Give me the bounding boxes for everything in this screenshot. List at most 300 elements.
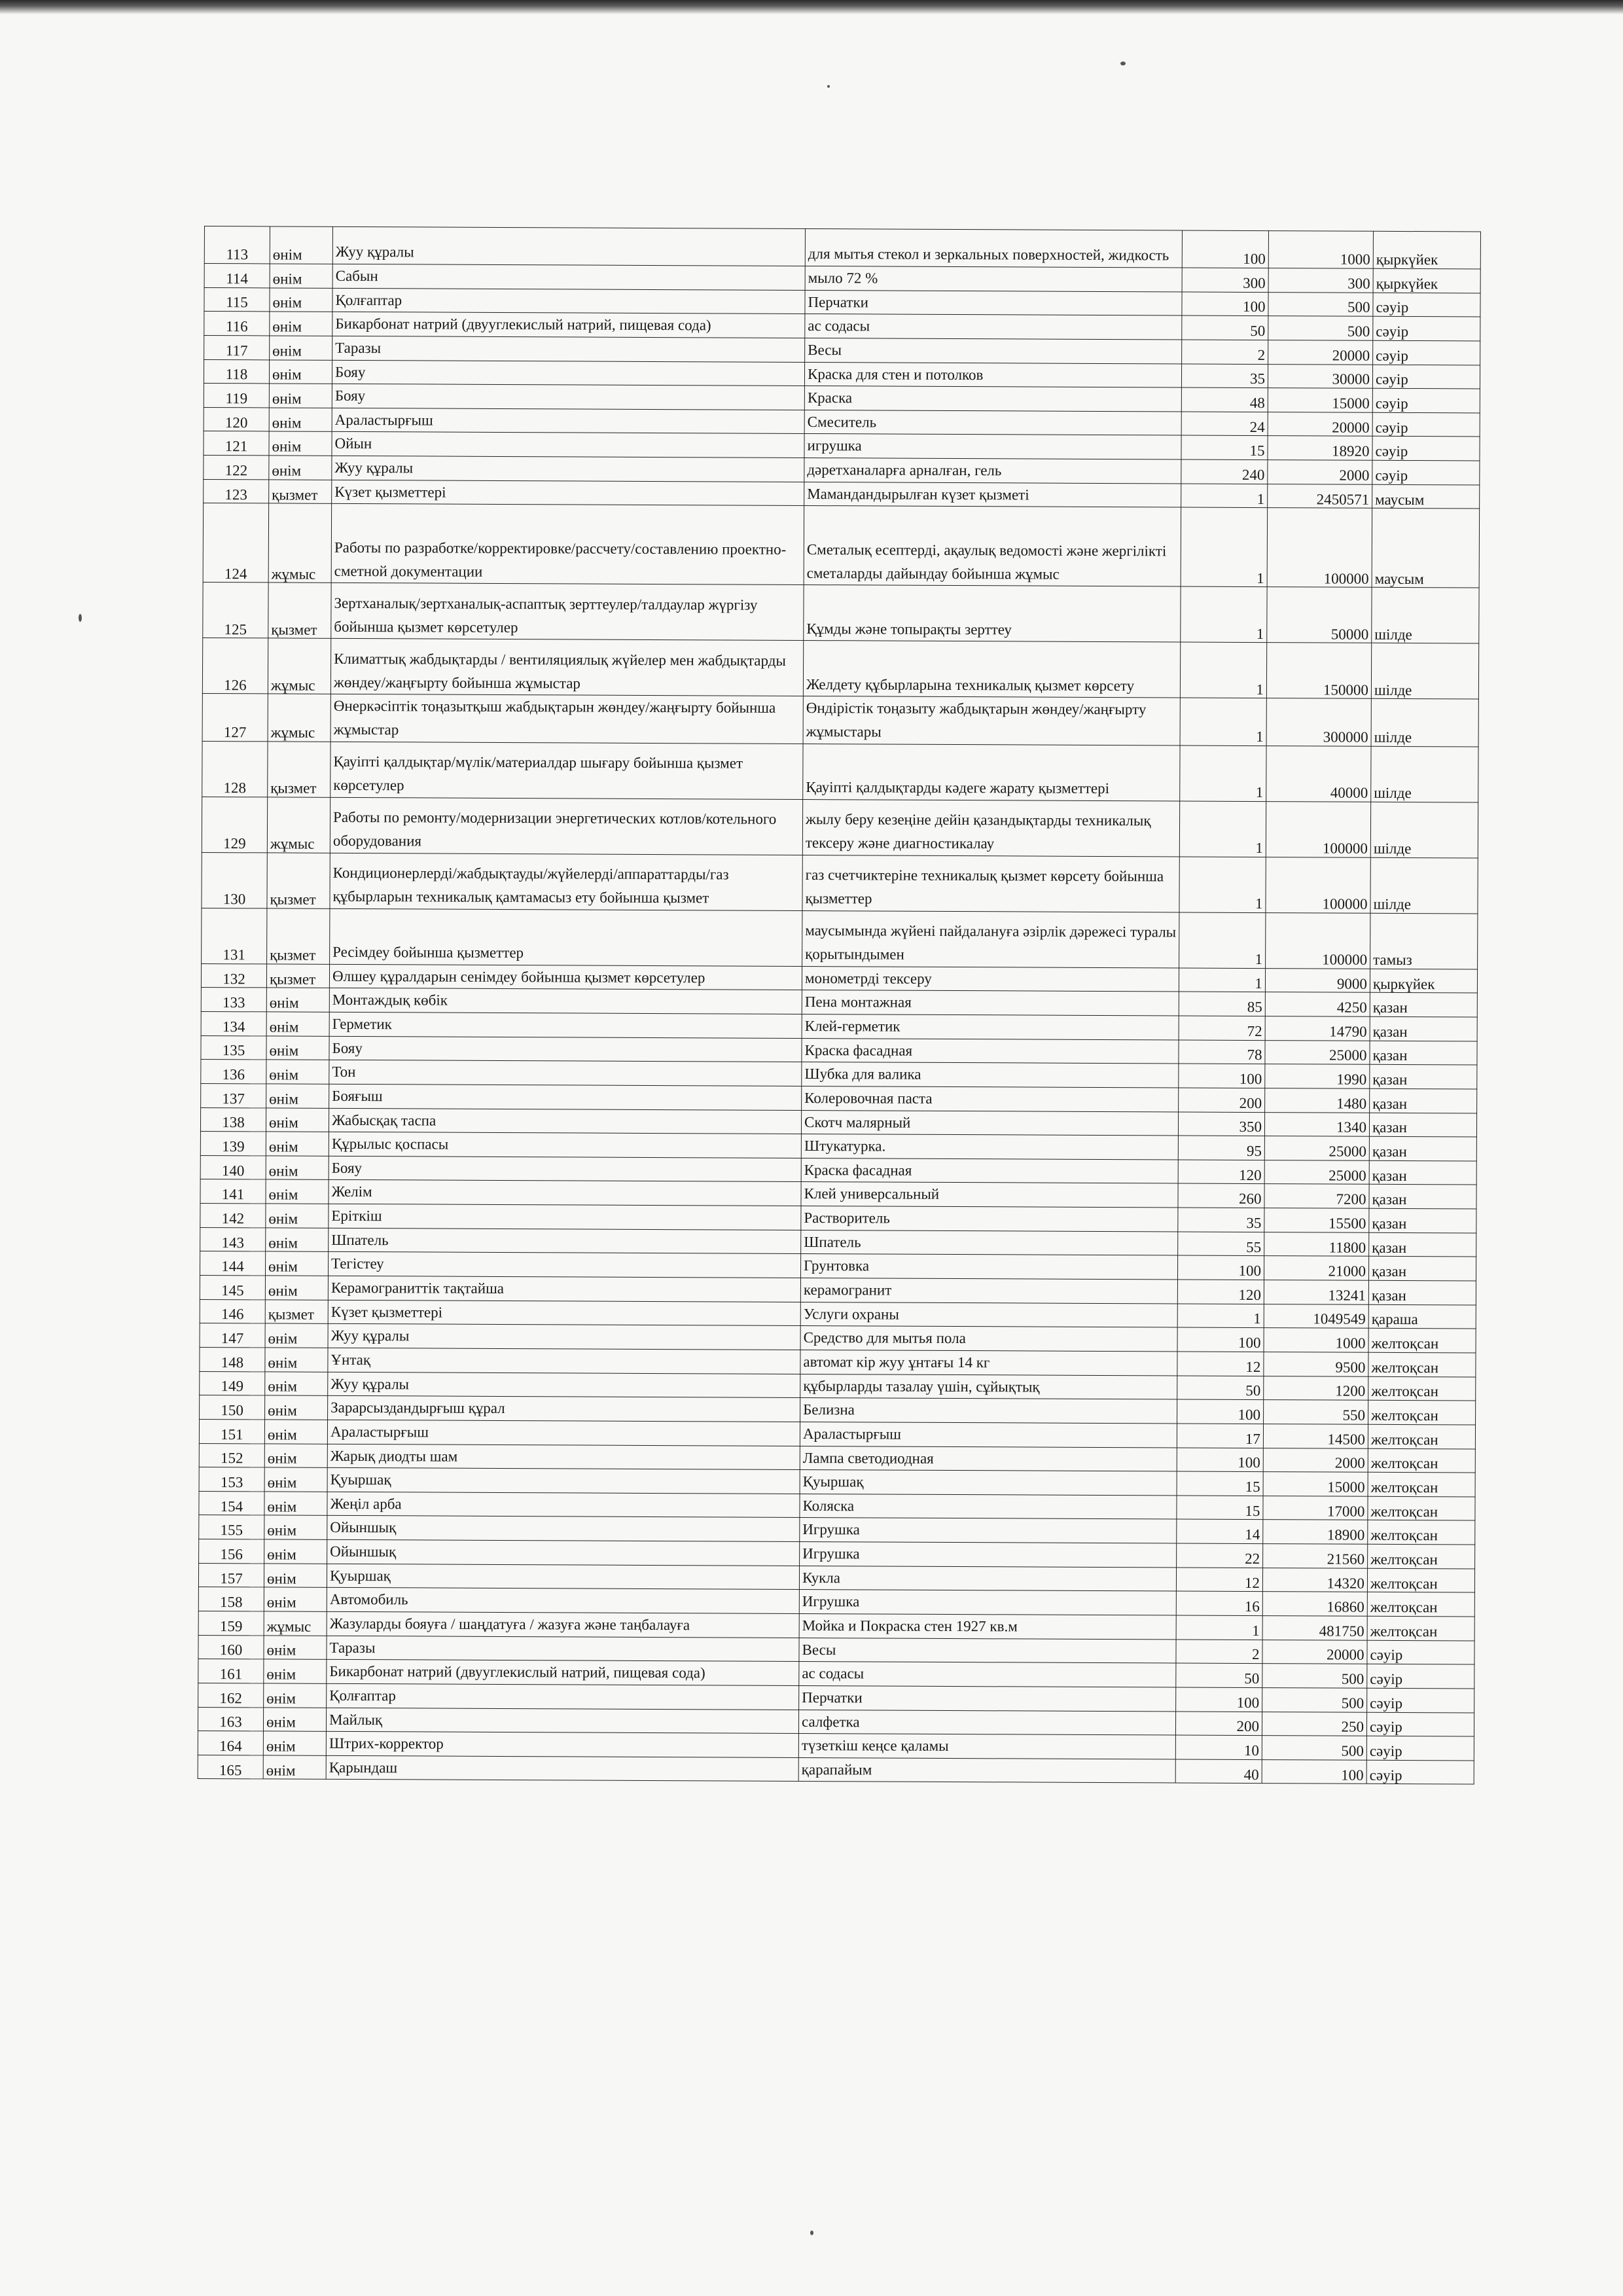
delivery-month-cell: маусым — [1372, 509, 1480, 588]
quantity-cell: 200 — [1179, 1088, 1265, 1112]
purchase-type-cell: өнім — [263, 1707, 326, 1731]
table-row — [202, 852, 1478, 914]
table-row — [202, 908, 1478, 969]
item-name-cell: Ұнтақ — [328, 1348, 800, 1374]
item-description-cell: Растворитель — [801, 1206, 1178, 1232]
delivery-month-cell: желтоқсан — [1367, 1616, 1474, 1640]
procurement-table-body — [198, 226, 1480, 1785]
item-description-cell: газ счетчиктеріне техникалық қызмет көрсету бойынша қызметтер — [802, 855, 1179, 912]
price-cell: 300000 — [1266, 698, 1371, 746]
row-number-cell: 145 — [200, 1276, 265, 1300]
delivery-month-cell: шілде — [1372, 588, 1479, 644]
item-name-cell: Ойын — [332, 432, 804, 458]
delivery-month-cell: желтоқсан — [1368, 1520, 1475, 1545]
price-cell: 150000 — [1266, 643, 1371, 699]
price-cell: 20000 — [1268, 340, 1373, 365]
delivery-month-cell: сәуір — [1373, 317, 1480, 341]
row-number-cell: 160 — [198, 1635, 264, 1659]
price-cell: 11800 — [1264, 1232, 1369, 1256]
delivery-month-cell: шілде — [1371, 746, 1478, 802]
delivery-month-cell: қазан — [1369, 1232, 1476, 1257]
price-cell: 21000 — [1264, 1256, 1368, 1280]
quantity-cell: 1 — [1180, 642, 1266, 698]
purchase-type-cell: өнім — [264, 1659, 327, 1683]
delivery-month-cell: қазан — [1369, 1113, 1476, 1137]
item-description-cell: маусымында жүйені пайдалануға әзірлік дәрежесі туралы қорытындымен — [802, 910, 1179, 968]
item-name-cell: Бояу — [332, 360, 804, 386]
item-description-cell: Весы — [805, 338, 1182, 363]
item-name-cell: Бояу — [329, 1156, 801, 1182]
item-description-cell: Құмды және топырақты зерттеу — [804, 585, 1181, 643]
delivery-month-cell: сәуір — [1372, 365, 1480, 389]
row-number-cell: 132 — [201, 963, 266, 988]
item-description-cell: Игрушка — [800, 1518, 1177, 1543]
quantity-cell: 100 — [1177, 1327, 1264, 1352]
row-number-cell: 116 — [204, 312, 270, 336]
item-description-cell: Лампа светодиодная — [800, 1446, 1177, 1471]
item-name-cell: Күзет қызметтері — [328, 1300, 800, 1326]
row-number-cell: 136 — [201, 1060, 266, 1084]
item-description-cell: Перчатки — [805, 290, 1182, 315]
item-name-cell: Жазуларды бояуға / шаңдатуға / жазуға және таңбалауға — [327, 1611, 799, 1638]
table-row — [202, 741, 1478, 802]
price-cell: 100 — [1262, 1759, 1366, 1784]
item-name-cell: Қарындаш — [326, 1755, 798, 1782]
price-cell: 500 — [1262, 1687, 1367, 1712]
purchase-type-cell: өнім — [263, 1755, 326, 1780]
purchase-type-cell: өнім — [270, 264, 332, 288]
item-name-cell: Ойыншық — [327, 1539, 800, 1566]
item-description-cell: Грунтовка — [800, 1254, 1177, 1280]
purchase-type-cell: қызмет — [266, 964, 329, 988]
row-number-cell: 137 — [201, 1083, 266, 1107]
delivery-month-cell: сәуір — [1366, 1760, 1474, 1784]
purchase-type-cell: өнім — [264, 1420, 327, 1444]
row-number-cell: 120 — [204, 407, 269, 431]
item-name-cell: Жарық диодты шам — [327, 1444, 800, 1470]
quantity-cell: 100 — [1177, 1255, 1264, 1280]
quantity-cell: 17 — [1177, 1424, 1263, 1448]
price-cell: 17000 — [1263, 1496, 1368, 1520]
delivery-month-cell: қазан — [1370, 1065, 1477, 1089]
item-name-cell: Қуыршақ — [327, 1564, 799, 1590]
item-description-cell: Весы — [799, 1638, 1176, 1663]
item-name-cell: Бикарбонат натрий (двууглекислый натрий, пищевая сода) — [327, 1660, 799, 1686]
quantity-cell: 300 — [1182, 268, 1268, 292]
quantity-cell: 78 — [1179, 1040, 1265, 1064]
row-number-cell: 127 — [202, 694, 268, 742]
purchase-type-cell: өнім — [264, 1467, 327, 1492]
quantity-cell: 1 — [1179, 912, 1266, 969]
delivery-month-cell: қазан — [1368, 1257, 1476, 1281]
price-cell: 100000 — [1266, 912, 1370, 969]
delivery-month-cell: желтоқсан — [1368, 1352, 1476, 1376]
quantity-cell: 100 — [1182, 292, 1268, 316]
row-number-cell: 150 — [200, 1395, 265, 1420]
quantity-cell: 95 — [1178, 1136, 1264, 1160]
item-name-cell: Кондиционерлерді/жабдықтауды/жүйелерді/аппараттарды/газ құбырларын техникалық қамтамасыз ету бойынша қызмет — [330, 853, 802, 910]
purchase-type-cell: өнім — [266, 1012, 329, 1036]
item-name-cell: Автомобиль — [327, 1588, 799, 1614]
price-cell: 14500 — [1263, 1424, 1368, 1448]
item-description-cell: Өндірістік тоңазыту жабдықтарын жөндеу/жаңғырту жұмыстары — [803, 696, 1180, 745]
price-cell: 30000 — [1268, 364, 1372, 388]
delivery-month-cell: желтоқсан — [1368, 1472, 1475, 1496]
row-number-cell: 117 — [204, 335, 270, 359]
item-description-cell: ас содасы — [799, 1662, 1176, 1687]
item-name-cell: Таразы — [327, 1636, 799, 1662]
row-number-cell: 129 — [202, 797, 267, 852]
quantity-cell: 100 — [1177, 1448, 1263, 1472]
quantity-cell: 200 — [1175, 1712, 1262, 1736]
row-number-cell: 135 — [201, 1035, 266, 1060]
purchase-type-cell: өнім — [266, 1156, 329, 1180]
item-name-cell: Араластырғыш — [327, 1420, 800, 1446]
delivery-month-cell: қыркүйек — [1370, 969, 1477, 993]
item-description-cell: Шпатель — [801, 1230, 1178, 1255]
row-number-cell: 164 — [198, 1731, 263, 1755]
price-cell: 481750 — [1262, 1616, 1367, 1640]
quantity-cell: 2 — [1182, 340, 1268, 364]
quantity-cell: 22 — [1177, 1543, 1263, 1568]
table-row — [202, 694, 1478, 747]
row-number-cell: 163 — [198, 1707, 263, 1731]
delivery-month-cell: қазан — [1368, 1280, 1476, 1304]
row-number-cell: 131 — [202, 908, 267, 963]
price-cell: 1340 — [1264, 1112, 1369, 1136]
table-row — [202, 797, 1478, 858]
purchase-type-cell: өнім — [266, 1228, 329, 1252]
row-number-cell: 124 — [203, 503, 269, 583]
row-number-cell: 151 — [199, 1419, 264, 1443]
row-number-cell: 144 — [200, 1251, 266, 1276]
quantity-cell: 15 — [1181, 436, 1268, 460]
item-name-cell: Климаттық жабдықтарды / вентиляциялық жүйелер мен жабдықтарды жөндеу/жаңғырту бойынша жұмыстар — [330, 639, 803, 696]
purchase-type-cell: өнім — [269, 384, 332, 408]
quantity-cell: 100 — [1179, 1064, 1265, 1088]
row-number-cell: 138 — [200, 1107, 266, 1132]
quantity-cell: 15 — [1177, 1496, 1263, 1520]
purchase-type-cell: өнім — [264, 1683, 327, 1708]
price-cell: 13241 — [1264, 1280, 1368, 1304]
quantity-cell: 12 — [1176, 1568, 1262, 1592]
quantity-cell: 1 — [1181, 586, 1267, 643]
item-name-cell: Таразы — [332, 336, 805, 362]
purchase-type-cell: өнім — [265, 1348, 328, 1372]
procurement-table — [198, 226, 1481, 1785]
delivery-month-cell: сәуір — [1372, 437, 1480, 461]
item-description-cell: ас содасы — [805, 314, 1182, 340]
row-number-cell: 113 — [204, 226, 270, 264]
price-cell: 25000 — [1264, 1160, 1369, 1184]
price-cell: 300 — [1268, 268, 1373, 293]
price-cell: 100000 — [1267, 508, 1372, 588]
table-row — [202, 638, 1478, 700]
item-name-cell: Желім — [329, 1180, 801, 1206]
purchase-type-cell: қызмет — [267, 908, 330, 964]
purchase-type-cell: өнім — [264, 1492, 327, 1516]
item-description-cell: Клей универсальный — [801, 1182, 1178, 1208]
purchase-type-cell: өнім — [270, 336, 332, 360]
price-cell: 20000 — [1268, 412, 1372, 436]
purchase-type-cell: қызмет — [265, 1300, 328, 1324]
quantity-cell: 10 — [1175, 1735, 1262, 1759]
quantity-cell: 260 — [1178, 1183, 1264, 1208]
purchase-type-cell: өнім — [266, 988, 329, 1012]
delivery-month-cell: қазан — [1369, 1208, 1476, 1232]
item-description-cell: Смеситель — [804, 410, 1181, 435]
item-name-cell: Герметик — [329, 1012, 802, 1038]
item-name-cell: Қауіпті қалдықтар/мүлік/материалдар шығару бойынша қызмет көрсетулер — [330, 742, 803, 799]
item-name-cell: Жеңіл арба — [327, 1492, 800, 1518]
quantity-cell: 2 — [1176, 1640, 1262, 1664]
item-description-cell: мыло 72 % — [805, 266, 1182, 292]
item-name-cell: Бояу — [332, 384, 804, 410]
row-number-cell: 142 — [200, 1204, 266, 1228]
row-number-cell: 128 — [202, 741, 268, 797]
row-number-cell: 158 — [198, 1587, 264, 1611]
delivery-month-cell: қыркүйек — [1373, 268, 1480, 293]
item-description-cell: Колеровочная паста — [802, 1086, 1179, 1111]
price-cell: 9000 — [1265, 968, 1370, 992]
row-number-cell: 147 — [200, 1323, 265, 1348]
purchase-type-cell: жұмыс — [267, 797, 330, 853]
purchase-type-cell: өнім — [266, 1179, 329, 1204]
row-number-cell: 154 — [199, 1491, 264, 1515]
row-number-cell: 148 — [200, 1347, 265, 1371]
table-row — [198, 1755, 1474, 1784]
delivery-month-cell: сәуір — [1366, 1712, 1474, 1736]
delivery-month-cell: желтоқсан — [1368, 1376, 1476, 1401]
row-number-cell: 161 — [198, 1659, 264, 1683]
row-number-cell: 141 — [200, 1179, 266, 1204]
price-cell: 15500 — [1264, 1208, 1369, 1232]
delivery-month-cell: сәуір — [1366, 1736, 1474, 1760]
quantity-cell: 50 — [1176, 1663, 1262, 1687]
price-cell: 500 — [1262, 1664, 1367, 1688]
scan-speck — [827, 85, 830, 88]
delivery-month-cell: шілде — [1370, 802, 1478, 858]
delivery-month-cell: сәуір — [1372, 388, 1480, 412]
table-row — [203, 583, 1479, 644]
price-cell: 2450571 — [1268, 484, 1372, 508]
row-number-cell: 165 — [198, 1755, 263, 1779]
row-number-cell: 119 — [204, 384, 269, 408]
purchase-type-cell: өнім — [266, 1107, 329, 1132]
item-name-cell: Жабысқақ таспа — [329, 1108, 801, 1134]
item-name-cell: Қуыршақ — [327, 1467, 800, 1494]
price-cell: 4250 — [1265, 992, 1370, 1016]
item-name-cell: Сабын — [332, 264, 805, 290]
item-description-cell: Перчатки — [799, 1685, 1176, 1711]
purchase-type-cell: жұмыс — [268, 694, 330, 742]
delivery-month-cell: қараша — [1368, 1304, 1476, 1329]
item-name-cell: Зертханалық/зертханалық-аспаптық зерттеулер/талдаулар жүргізу бойынша қызмет көрсетулер — [331, 583, 804, 641]
purchase-type-cell: өнім — [269, 431, 332, 456]
price-cell: 1990 — [1265, 1064, 1370, 1088]
delivery-month-cell: желтоқсан — [1368, 1544, 1475, 1568]
quantity-cell: 240 — [1181, 459, 1268, 484]
quantity-cell: 120 — [1178, 1160, 1264, 1184]
price-cell: 40000 — [1266, 745, 1371, 802]
row-number-cell: 155 — [199, 1515, 264, 1539]
quantity-cell: 350 — [1178, 1112, 1264, 1136]
price-cell: 500 — [1268, 292, 1373, 316]
item-description-cell: жылу беру кезеңіне дейін қазандықтарды техникалық тексеру және диагностикалау — [802, 799, 1179, 857]
delivery-month-cell: сәуір — [1372, 460, 1480, 484]
delivery-month-cell: желтоқсан — [1368, 1329, 1476, 1353]
row-number-cell: 118 — [204, 359, 269, 384]
item-name-cell: Работы по ремонту/модернизации энергетических котлов/котельного оборудования — [330, 797, 802, 855]
item-name-cell: Араластырғыш — [332, 408, 804, 434]
quantity-cell: 14 — [1177, 1519, 1263, 1543]
quantity-cell: 48 — [1181, 387, 1268, 412]
purchase-type-cell: өнім — [265, 1372, 328, 1396]
quantity-cell: 1 — [1179, 857, 1266, 913]
procurement-plan-page — [198, 226, 1480, 1785]
item-name-cell: Жуу құралы — [328, 1324, 800, 1350]
row-number-cell: 134 — [201, 1011, 266, 1035]
delivery-month-cell: қазан — [1370, 1088, 1477, 1113]
item-description-cell: Сметалық есептерді, ақаулық ведомості және жергілікті сметаларды дайындау бойынша жұмыс — [804, 506, 1181, 587]
row-number-cell: 125 — [203, 583, 268, 638]
table-row — [204, 226, 1480, 270]
delivery-month-cell: шілде — [1371, 643, 1478, 700]
item-description-cell: Краска для стен и потолков — [804, 362, 1181, 387]
purchase-type-cell: қызмет — [267, 853, 330, 908]
purchase-type-cell: жұмыс — [268, 638, 330, 694]
row-number-cell: 133 — [201, 988, 266, 1012]
item-description-cell: Клей-герметик — [802, 1014, 1179, 1039]
item-name-cell: Өлшеу құралдарын сенімдеу бойынша қызмет көрсетулер — [329, 964, 802, 990]
item-description-cell: Араластырғыш — [800, 1422, 1177, 1447]
row-number-cell: 139 — [200, 1132, 266, 1156]
row-number-cell: 123 — [204, 479, 269, 503]
purchase-type-cell: өнім — [270, 288, 332, 312]
purchase-type-cell: өнім — [264, 1587, 327, 1611]
row-number-cell: 140 — [200, 1155, 266, 1179]
purchase-type-cell: өнім — [264, 1443, 327, 1467]
item-description-cell: Краска фасадная — [801, 1158, 1178, 1183]
item-description-cell: Коляска — [800, 1494, 1177, 1519]
item-name-cell: Ойыншық — [327, 1516, 800, 1542]
purchase-type-cell: өнім — [269, 408, 332, 432]
delivery-month-cell: желтоқсан — [1367, 1568, 1474, 1592]
price-cell: 2000 — [1263, 1448, 1368, 1472]
quantity-cell: 16 — [1176, 1591, 1262, 1615]
delivery-month-cell: қазан — [1369, 1136, 1476, 1160]
purchase-type-cell: өнім — [270, 226, 332, 264]
item-description-cell: Белизна — [800, 1398, 1177, 1424]
table-row — [203, 503, 1480, 588]
delivery-month-cell: маусым — [1372, 484, 1480, 509]
price-cell: 50000 — [1267, 587, 1372, 643]
item-name-cell: Бикарбонат натрий (двууглекислый натрий, пищевая сода) — [332, 312, 805, 338]
quantity-cell: 1 — [1180, 698, 1266, 745]
quantity-cell: 50 — [1182, 315, 1268, 340]
purchase-type-cell: өнім — [263, 1731, 326, 1755]
quantity-cell: 35 — [1178, 1208, 1264, 1232]
price-cell: 1000 — [1268, 231, 1373, 269]
delivery-month-cell: сәуір — [1367, 1688, 1474, 1712]
item-name-cell: Керамограниттік тақтайша — [328, 1276, 800, 1302]
item-description-cell: түзеткіш кеңсе қаламы — [798, 1734, 1175, 1759]
row-number-cell: 114 — [204, 264, 270, 288]
purchase-type-cell: өнім — [266, 1204, 329, 1228]
item-description-cell: Скотч малярный — [801, 1110, 1178, 1136]
quantity-cell: 12 — [1177, 1352, 1264, 1376]
item-description-cell: Услуги охраны — [800, 1302, 1177, 1327]
purchase-type-cell: қызмет — [268, 742, 330, 797]
item-name-cell: Қолғаптар — [327, 1683, 799, 1710]
item-description-cell: Қуыршақ — [800, 1470, 1177, 1496]
purchase-type-cell: жұмыс — [268, 503, 332, 583]
delivery-month-cell: сәуір — [1373, 293, 1480, 317]
price-cell: 1480 — [1265, 1088, 1370, 1112]
item-description-cell: Қауіпті қалдықтарды кәдеге жарату қызметтері — [803, 744, 1180, 801]
item-name-cell: Зарарсыздандырғыш құрал — [328, 1396, 800, 1422]
purchase-type-cell: өнім — [266, 1084, 329, 1108]
item-description-cell: Игрушка — [799, 1590, 1176, 1615]
price-cell: 25000 — [1264, 1136, 1369, 1160]
row-number-cell: 159 — [198, 1611, 264, 1635]
price-cell: 21560 — [1263, 1544, 1368, 1568]
item-name-cell: Күзет қызметтері — [332, 480, 804, 506]
price-cell: 100000 — [1266, 801, 1370, 857]
purchase-type-cell: жұмыс — [264, 1611, 327, 1636]
price-cell: 18900 — [1263, 1520, 1368, 1544]
purchase-type-cell: өнім — [264, 1539, 327, 1564]
row-number-cell: 130 — [202, 852, 267, 908]
quantity-cell: 55 — [1178, 1232, 1264, 1256]
price-cell: 9500 — [1264, 1352, 1368, 1376]
item-name-cell: Жуу құралы — [328, 1372, 800, 1398]
price-cell: 25000 — [1265, 1040, 1370, 1064]
price-cell: 100000 — [1266, 857, 1370, 913]
scan-speck — [79, 614, 82, 622]
purchase-type-cell: өнім — [269, 456, 332, 480]
item-name-cell: Штрих-корректор — [326, 1732, 798, 1758]
price-cell: 18920 — [1268, 436, 1372, 460]
quantity-cell: 85 — [1179, 992, 1265, 1016]
item-name-cell: Тегістеу — [329, 1252, 801, 1278]
purchase-type-cell: өнім — [266, 1036, 329, 1060]
price-cell: 1049549 — [1264, 1304, 1368, 1328]
row-number-cell: 157 — [198, 1563, 264, 1587]
quantity-cell: 15 — [1177, 1471, 1263, 1496]
quantity-cell: 1 — [1179, 968, 1265, 992]
quantity-cell: 100 — [1176, 1687, 1262, 1712]
quantity-cell: 1 — [1181, 507, 1268, 587]
item-description-cell: құбырларды тазалау үшін, сұйықтық — [800, 1374, 1177, 1399]
delivery-month-cell: қазан — [1370, 993, 1477, 1017]
row-number-cell: 149 — [200, 1371, 265, 1395]
delivery-month-cell: қазан — [1369, 1185, 1476, 1209]
purchase-type-cell: өнім — [266, 1060, 329, 1084]
purchase-type-cell: өнім — [264, 1636, 327, 1660]
delivery-month-cell: қазан — [1369, 1160, 1476, 1185]
quantity-cell: 40 — [1175, 1759, 1262, 1784]
delivery-month-cell: шілде — [1371, 699, 1478, 747]
delivery-month-cell: желтоқсан — [1367, 1592, 1474, 1617]
row-number-cell: 143 — [200, 1227, 266, 1251]
price-cell: 250 — [1262, 1712, 1366, 1736]
item-name-cell: Ресімдеу бойынша қызметтер — [330, 908, 802, 966]
item-name-cell: Шпатель — [329, 1228, 801, 1254]
row-number-cell: 126 — [202, 638, 268, 694]
item-description-cell: Пена монтажная — [802, 990, 1179, 1016]
purchase-type-cell: өнім — [266, 1132, 329, 1156]
